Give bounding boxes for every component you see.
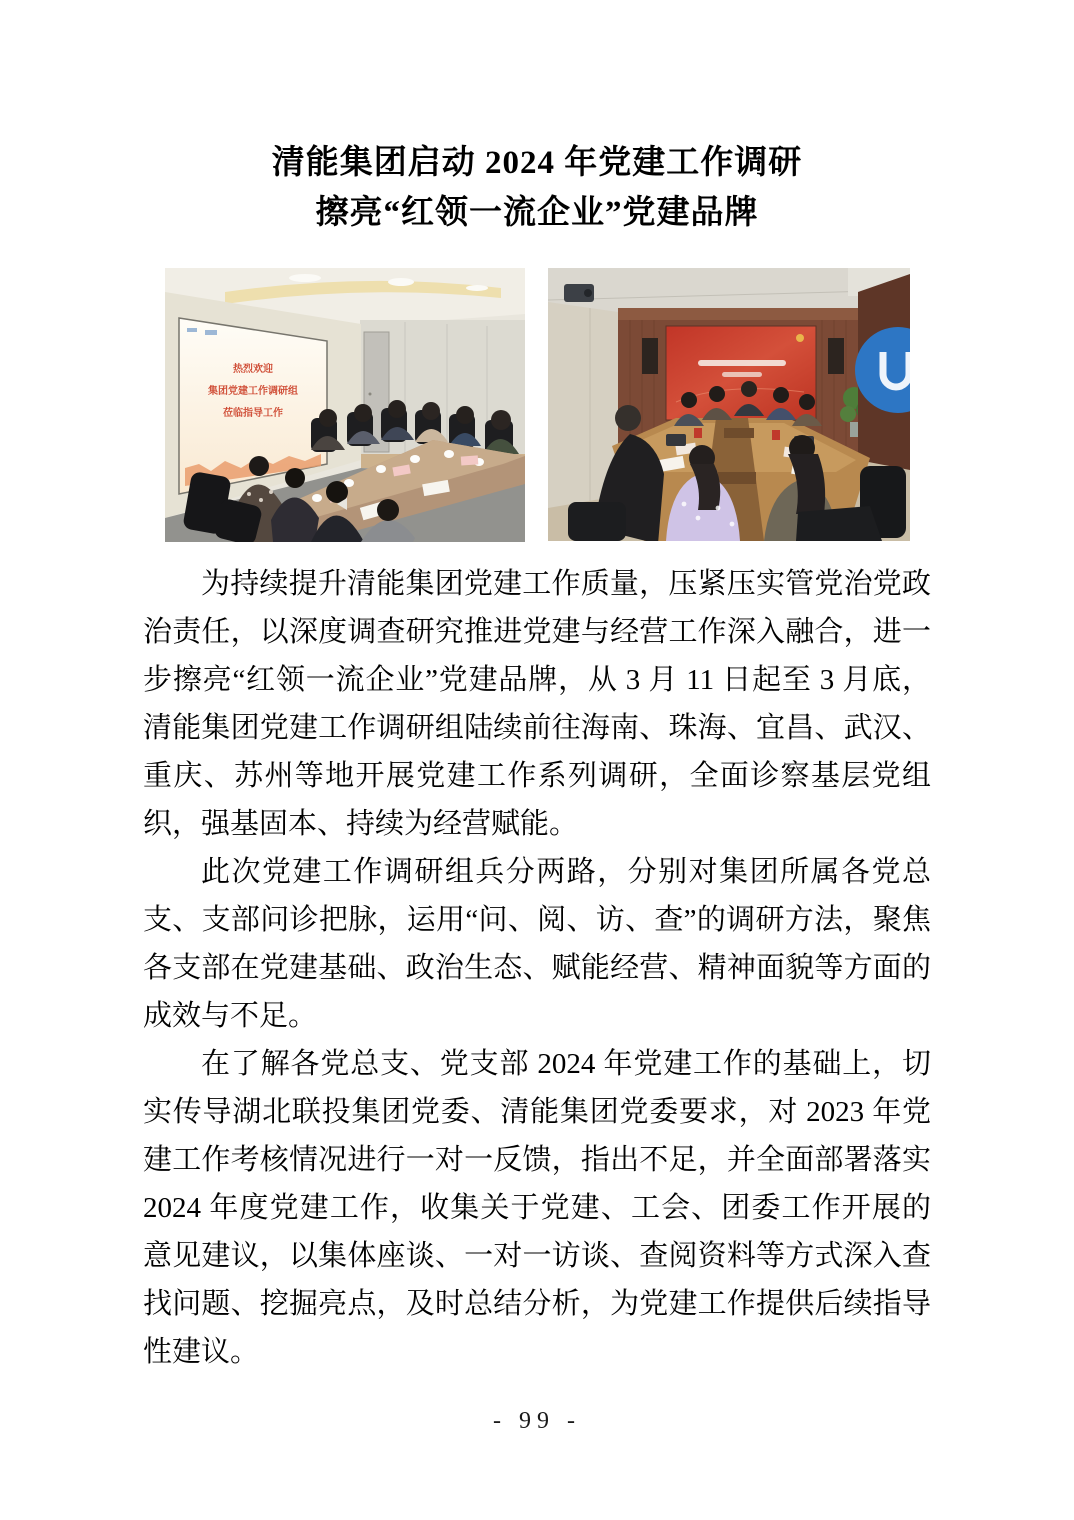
- speaker: [642, 338, 658, 374]
- screen-text-blur: [698, 360, 786, 366]
- body-paragraph-3: 在了解各党总支、党支部 2024 年党建工作的基础上，切实传导湖北联投集团党委、清能集团党委要求，对 2023 年党建工作考核情况进行一对一反馈，指出不足，并全面部署落实 2024 年度党建工作，收集关于党建、工会、团委工作开展的意见建议，以集体座谈、一对一访谈、查阅资料等方式深入查找问题、挖掘亮点，及时总结分析，为党建工作提供后续指导性建议。: [143, 1048, 931, 1368]
- photo-left-meeting-room: [165, 268, 525, 542]
- camera-lens: [584, 289, 592, 297]
- title-line-2: 擦亮“红领一流企业”党建品牌: [315, 195, 759, 231]
- door-handle: [368, 393, 371, 396]
- photo-row: [0, 268, 1074, 542]
- screen-text-line-1: 热烈欢迎: [232, 364, 273, 375]
- screen-text-line-3: 莅临指导工作: [222, 408, 283, 419]
- photo-right-meeting-room: [548, 268, 910, 541]
- ceiling-light: [388, 278, 414, 286]
- document-body: [143, 560, 931, 1376]
- screen-text-line-2: 集团党建工作调研组: [207, 386, 298, 397]
- document-title: [0, 138, 1074, 238]
- title-line-1: 清能集团启动 2024 年党建工作调研: [271, 145, 803, 181]
- ceiling-light: [466, 285, 488, 291]
- ceiling-light: [289, 274, 321, 282]
- body-paragraph-1: 为持续提升清能集团党建工作质量，压紧压实管党治党政治责任，以深度调查研究推进党建与经营工作深入融合，进一步擦亮“红领一流企业”党建品牌，从 3 月 11 日起至 3 月底，清能集团党建工作调研组陆续前往海南、珠海、宜昌、武汉、重庆、苏州等地开展党建工作系列调研，全面诊察基层党组织，强基固本、持续为经营赋能。: [143, 568, 931, 840]
- screen-text-blur: [722, 372, 762, 377]
- body-paragraph-2: 此次党建工作调研组兵分两路，分别对集团所属各党总支、支部问诊把脉，运用“问、阅、访、查”的调研方法，聚焦各支部在党建基础、政治生态、赋能经营、精神面貌等方面的成效与不足。: [143, 856, 931, 1032]
- slide-emblem: [796, 334, 804, 342]
- slide-logo: [187, 328, 197, 332]
- slide-logo: [205, 330, 217, 335]
- page-number: - 99 -: [493, 1408, 581, 1434]
- speaker: [828, 338, 844, 374]
